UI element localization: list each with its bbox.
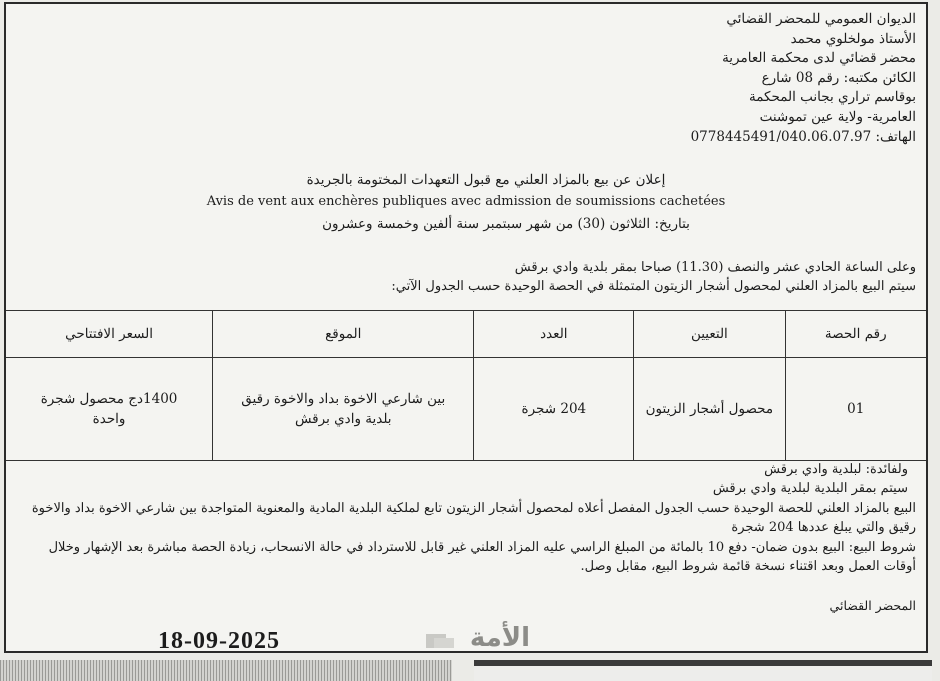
- intro-line: سيتم البيع بالمزاد العلني لمحصول أشجار الزيتون المتمثلة في الحصة الوحيدة حسب الجدول الآتي:: [391, 279, 916, 294]
- table-row: [6, 358, 926, 461]
- bailiff-signature: المحضر القضائي: [829, 598, 916, 613]
- header-line: الكائن مكتبه: رقم 08 شارع: [761, 69, 916, 86]
- header-line: العامرية- ولاية عين تموشنت: [759, 108, 916, 125]
- auction-date: بتاريخ: الثلاثون (30) من شهر سبتمبر سنة ألفين وخمسة وعشرون: [322, 216, 690, 232]
- footer-line: ولفائدة: لبلدية وادي برقش: [764, 462, 908, 477]
- lots-table: [6, 310, 926, 461]
- bailiff-header: [691, 10, 916, 147]
- adjacent-ad-strip: [0, 660, 452, 681]
- cell-location: بين شارعي الاخوة بداد والاخوة رقيق بلدية وادي برقش: [213, 358, 474, 461]
- header-line: بوقاسم تراري بجانب المحكمة: [749, 89, 916, 106]
- col-location: الموقع: [213, 311, 474, 358]
- col-designation: التعيين: [634, 311, 785, 358]
- footer-paragraph: البيع بالمزاد العلني للحصة الوحيدة حسب الجدول المفصل أعلاه لمحصول أشجار الزيتون تابع لملكية البلدية المادية والمعنوية المتواجدة بين شارعي الاخوة بداد والاخوة رقيق والتي يبلغ عددها 204 شجرة: [31, 500, 916, 536]
- intro-line: وعلى الساعة الحادي عشر والنصف (11.30) صباحا بمقر بلدية وادي برقش: [514, 260, 916, 275]
- header-phone: الهاتف: 0778445491/040.06.07.97: [690, 128, 916, 145]
- header-line: الديوان العمومي للمحضر القضائي: [726, 11, 916, 27]
- header-line: محضر قضائي لدى محكمة العامرية: [722, 50, 916, 67]
- auction-intro: [391, 258, 916, 296]
- cell-designation: محصول أشجار الزيتون: [634, 358, 785, 461]
- sale-conditions: شروط البيع: البيع بدون ضمان- دفع 10 بالمائة من المبلغ الراسي عليه المزاد العلني غير قابل للاسترداد في حالة الانسحاب، زيادة الحصة مباشرة بعد الإشهار وخلال أوقات العمل وبعد اقتناء نسخة قائمة شروط البيع، مقابل وصل.: [48, 539, 916, 575]
- cell-lot-number: 01: [785, 358, 926, 461]
- notice-title-arabic: إعلان عن بيع بالمزاد العلني مع قبول التعهدات المختومة بالجريدة: [306, 172, 666, 188]
- col-opening-price: السعر الافتتاحي: [6, 311, 213, 358]
- cell-opening-price: 1400دج محصول شجرة واحدة: [6, 358, 213, 461]
- logo-text: الأمة: [469, 623, 531, 653]
- cell-quantity: 204 شجرة: [474, 358, 634, 461]
- table-header-row: [6, 311, 926, 358]
- col-lot-number: رقم الحصة: [785, 311, 926, 358]
- notice-footer: [14, 460, 916, 576]
- publication-date: 18-09-2025: [158, 628, 280, 654]
- footer-line: سيتم بمقر البلدية لبلدية وادي برقش: [712, 481, 908, 497]
- newspaper-logo: [426, 616, 546, 654]
- notice-title-french: Avis de vent aux enchères publiques avec admission de soumissions cachetées: [206, 194, 726, 209]
- col-quantity: العدد: [474, 311, 634, 358]
- header-line: الأستاذ مولخلوي محمد: [790, 30, 916, 47]
- adjacent-ad-border: [474, 660, 932, 681]
- legal-notice: [4, 2, 928, 653]
